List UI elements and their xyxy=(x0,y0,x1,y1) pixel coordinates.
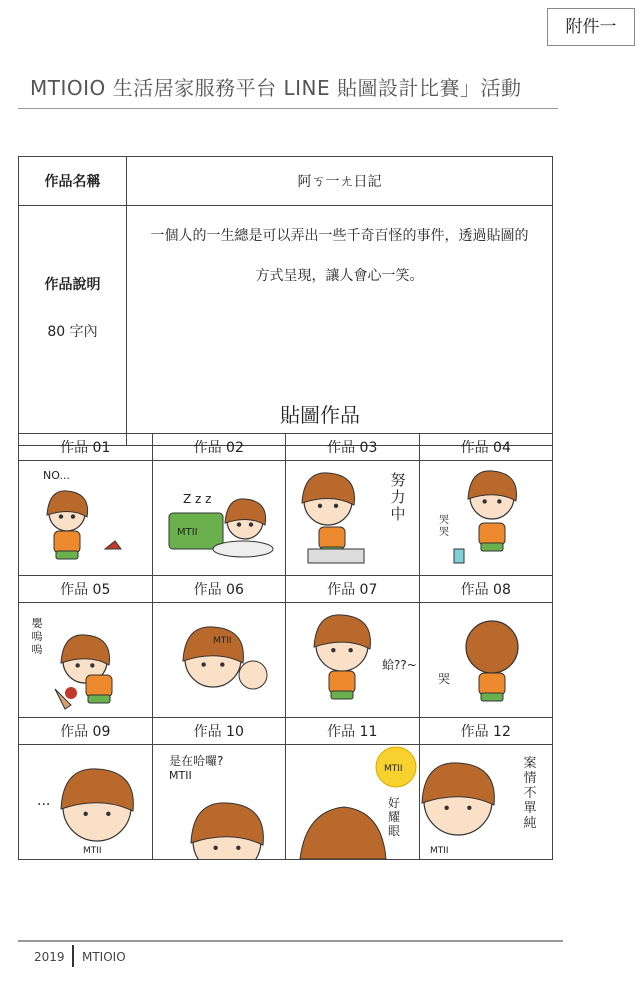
header-divider xyxy=(18,108,558,109)
entry-description-label: 作品說明 xyxy=(44,277,101,293)
sticker-image-row xyxy=(19,603,553,718)
sticker-caption: 不 xyxy=(522,786,537,801)
sticker-caption: 努 xyxy=(390,471,406,489)
sticker-cell xyxy=(152,745,286,860)
sticker-caption: 案 xyxy=(522,756,537,771)
sticker-label: 作品 06 xyxy=(152,576,286,603)
sticker-caption: 哭 xyxy=(437,672,450,686)
sticker-cell xyxy=(19,461,153,576)
sticker-caption: 蛤??~ xyxy=(382,658,417,672)
sticker-caption: 哭 xyxy=(438,515,449,526)
sticker-cell xyxy=(286,461,420,576)
works-heading: 貼圖作品 xyxy=(280,403,360,427)
sticker-label: 作品 04 xyxy=(419,434,553,461)
sticker-caption: 哭 xyxy=(438,527,449,538)
footer-organization: MTIOIO xyxy=(82,950,126,964)
sticker-label: 作品 05 xyxy=(19,576,153,603)
character-back-icon xyxy=(420,603,553,717)
sticker-caption: MTII xyxy=(212,636,232,646)
sticker-caption: 耀 xyxy=(387,810,401,824)
character-confused-icon xyxy=(286,603,419,717)
character-working-icon xyxy=(286,461,419,575)
sticker-caption: 眼 xyxy=(387,824,401,838)
character-crying-icon xyxy=(420,461,553,575)
sticker-caption: MTII xyxy=(168,769,192,782)
sticker-cell xyxy=(19,745,153,860)
sticker-label: 作品 09 xyxy=(19,718,153,745)
sticker-label-row xyxy=(19,434,553,461)
description-line-2: 方式呈現，讓人會心一笑。 xyxy=(255,268,424,284)
sticker-label: 作品 07 xyxy=(286,576,420,603)
footer-year: 2019 xyxy=(34,950,65,964)
sticker-caption: MTII xyxy=(384,764,403,774)
sticker-label: 作品 08 xyxy=(419,576,553,603)
sticker-grid xyxy=(18,433,553,860)
sticker-caption: 嗚 xyxy=(31,630,43,643)
sticker-label: 作品 01 xyxy=(19,434,153,461)
character-angry-icon xyxy=(19,603,152,717)
sticker-caption: 嬰 xyxy=(31,617,43,630)
sticker-caption: MTII xyxy=(429,846,449,856)
page-title: MTIOIO 生活居家服務平台 LINE 貼圖設計比賽」活動 xyxy=(30,76,522,100)
sticker-cell xyxy=(286,603,420,718)
sticker-caption: NO... xyxy=(43,469,70,482)
sticker-label: 作品 03 xyxy=(286,434,420,461)
sticker-cell xyxy=(419,745,553,860)
sticker-caption: ... xyxy=(37,793,51,809)
character-hello-icon xyxy=(153,745,286,859)
entry-name-value: 阿ㄎ一ㄤ日記 xyxy=(127,157,553,206)
footer-divider xyxy=(18,940,563,942)
sticker-caption: 情 xyxy=(522,771,537,786)
sticker-label: 作品 02 xyxy=(152,434,286,461)
character-suspicious-icon xyxy=(420,745,553,859)
sticker-cell xyxy=(419,461,553,576)
sticker-caption: MTII xyxy=(83,846,102,856)
sticker-caption: 好 xyxy=(387,796,401,810)
sticker-caption: 力 xyxy=(390,488,406,506)
character-sleeping-icon xyxy=(153,461,286,575)
sticker-caption: 嗚 xyxy=(31,643,43,656)
sticker-cell xyxy=(286,745,420,860)
sticker-label-row xyxy=(19,576,553,603)
sticker-label: 作品 12 xyxy=(419,718,553,745)
sticker-cell xyxy=(152,603,286,718)
entry-name-row xyxy=(19,157,553,206)
character-laughing-icon xyxy=(153,603,286,717)
description-line-1: 一個人的一生總是可以弄出一些千奇百怪的事件，透過貼圖的 xyxy=(150,228,529,244)
sticker-label: 作品 10 xyxy=(152,718,286,745)
sticker-caption: 中 xyxy=(390,505,406,523)
sticker-caption: Z z z xyxy=(182,492,211,506)
character-refusing-icon xyxy=(19,461,152,575)
sticker-label-row xyxy=(19,718,553,745)
sticker-label: 作品 11 xyxy=(286,718,420,745)
character-sun-icon xyxy=(286,745,419,859)
sticker-cell xyxy=(152,461,286,576)
entry-description-limit: 80 字內 xyxy=(47,324,98,340)
sticker-caption: MTII xyxy=(176,527,198,538)
sticker-caption: 是在哈囉? xyxy=(168,754,223,768)
character-peeking-icon xyxy=(19,745,152,859)
sticker-cell xyxy=(419,603,553,718)
sticker-image-row xyxy=(19,745,553,860)
annex-label: 附件一 xyxy=(547,8,635,46)
entry-name-label: 作品名稱 xyxy=(19,157,127,206)
footer-separator xyxy=(72,945,74,967)
sticker-caption: 純 xyxy=(522,816,537,831)
sticker-caption: 單 xyxy=(522,801,537,816)
sticker-cell xyxy=(19,603,153,718)
sticker-image-row xyxy=(19,461,553,576)
